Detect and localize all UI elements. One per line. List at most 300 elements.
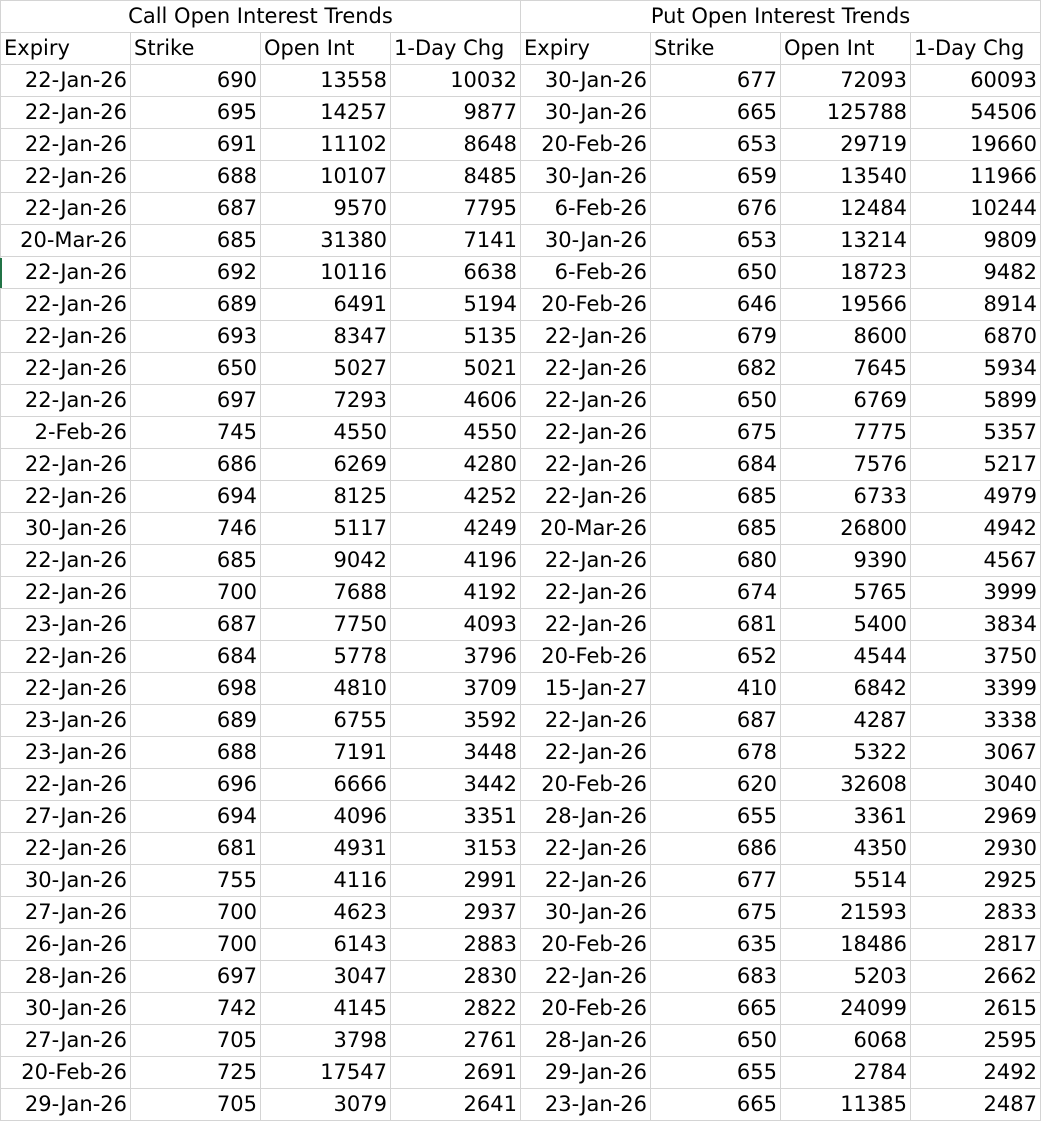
call-cell-strike[interactable]: 689 <box>131 705 261 737</box>
put-cell-1-day-chg[interactable]: 2969 <box>911 801 1041 833</box>
put-header-expiry[interactable]: Expiry <box>521 33 651 65</box>
put-cell-1-day-chg[interactable]: 2487 <box>911 1089 1041 1121</box>
put-cell-strike[interactable]: 655 <box>651 801 781 833</box>
call-header-strike[interactable]: Strike <box>131 33 261 65</box>
call-cell-1-day-chg[interactable]: 4196 <box>391 545 521 577</box>
put-cell-open-int[interactable]: 21593 <box>781 897 911 929</box>
call-cell-expiry[interactable]: 29-Jan-26 <box>1 1089 131 1121</box>
call-cell-1-day-chg[interactable]: 3442 <box>391 769 521 801</box>
table-row <box>1 929 1041 961</box>
call-cell-expiry[interactable]: 30-Jan-26 <box>1 513 131 545</box>
put-cell-1-day-chg[interactable]: 5357 <box>911 417 1041 449</box>
call-section-title[interactable]: Call Open Interest Trends <box>1 1 521 33</box>
put-cell-open-int[interactable]: 5765 <box>781 577 911 609</box>
put-cell-1-day-chg[interactable]: 3399 <box>911 673 1041 705</box>
put-cell-strike[interactable]: 676 <box>651 193 781 225</box>
put-cell-open-int[interactable]: 6733 <box>781 481 911 513</box>
put-cell-expiry[interactable]: 23-Jan-26 <box>521 1089 651 1121</box>
table-row <box>1 993 1041 1025</box>
call-cell-expiry[interactable]: 30-Jan-26 <box>1 993 131 1025</box>
call-cell-strike[interactable]: 688 <box>131 161 261 193</box>
put-cell-strike[interactable]: 685 <box>651 513 781 545</box>
call-cell-strike[interactable]: 688 <box>131 737 261 769</box>
put-cell-open-int[interactable]: 6842 <box>781 673 911 705</box>
table-row <box>1 673 1041 705</box>
put-cell-open-int[interactable]: 3361 <box>781 801 911 833</box>
put-cell-strike[interactable]: 675 <box>651 417 781 449</box>
call-cell-1-day-chg[interactable]: 2830 <box>391 961 521 993</box>
call-cell-strike[interactable]: 700 <box>131 897 261 929</box>
table-row <box>1 289 1041 321</box>
call-cell-1-day-chg[interactable]: 2991 <box>391 865 521 897</box>
header-row <box>1 33 1041 65</box>
table-row <box>1 321 1041 353</box>
put-cell-open-int[interactable]: 7645 <box>781 353 911 385</box>
put-cell-open-int[interactable]: 5322 <box>781 737 911 769</box>
put-cell-1-day-chg[interactable]: 9809 <box>911 225 1041 257</box>
call-cell-strike[interactable]: 681 <box>131 833 261 865</box>
put-cell-strike[interactable]: 646 <box>651 289 781 321</box>
call-cell-expiry[interactable]: 22-Jan-26 <box>1 481 131 513</box>
call-cell-expiry[interactable]: 22-Jan-26 <box>1 129 131 161</box>
table-row <box>1 961 1041 993</box>
put-cell-strike[interactable]: 687 <box>651 705 781 737</box>
call-cell-strike[interactable]: 693 <box>131 321 261 353</box>
put-cell-expiry[interactable]: 22-Jan-26 <box>521 577 651 609</box>
call-cell-open-int[interactable]: 4931 <box>261 833 391 865</box>
put-cell-strike[interactable]: 684 <box>651 449 781 481</box>
call-cell-open-int[interactable]: 6755 <box>261 705 391 737</box>
put-cell-open-int[interactable]: 26800 <box>781 513 911 545</box>
call-cell-1-day-chg[interactable]: 3351 <box>391 801 521 833</box>
put-cell-expiry[interactable]: 22-Jan-26 <box>521 321 651 353</box>
call-cell-1-day-chg[interactable]: 7795 <box>391 193 521 225</box>
call-cell-open-int[interactable]: 14257 <box>261 97 391 129</box>
call-cell-open-int[interactable]: 13558 <box>261 65 391 97</box>
call-cell-expiry[interactable]: 27-Jan-26 <box>1 1025 131 1057</box>
put-cell-open-int[interactable]: 7775 <box>781 417 911 449</box>
call-cell-strike[interactable]: 689 <box>131 289 261 321</box>
call-cell-expiry[interactable]: 22-Jan-26 <box>1 161 131 193</box>
put-cell-1-day-chg[interactable]: 19660 <box>911 129 1041 161</box>
put-cell-1-day-chg[interactable]: 60093 <box>911 65 1041 97</box>
call-cell-strike[interactable]: 687 <box>131 609 261 641</box>
put-cell-open-int[interactable]: 4287 <box>781 705 911 737</box>
put-cell-expiry[interactable]: 29-Jan-26 <box>521 1057 651 1089</box>
call-cell-expiry[interactable]: 22-Jan-26 <box>1 385 131 417</box>
put-cell-expiry[interactable]: 22-Jan-26 <box>521 737 651 769</box>
put-cell-open-int[interactable]: 13540 <box>781 161 911 193</box>
put-cell-strike[interactable]: 653 <box>651 225 781 257</box>
table-row <box>1 641 1041 673</box>
put-cell-strike[interactable]: 679 <box>651 321 781 353</box>
call-cell-open-int[interactable]: 9570 <box>261 193 391 225</box>
call-cell-1-day-chg[interactable]: 3796 <box>391 641 521 673</box>
call-header-open-int[interactable]: Open Int <box>261 33 391 65</box>
put-cell-expiry[interactable]: 22-Jan-26 <box>521 353 651 385</box>
call-cell-strike[interactable]: 755 <box>131 865 261 897</box>
put-cell-strike[interactable]: 680 <box>651 545 781 577</box>
call-cell-expiry[interactable]: 20-Mar-26 <box>1 225 131 257</box>
call-cell-1-day-chg[interactable]: 4606 <box>391 385 521 417</box>
call-cell-1-day-chg[interactable]: 4093 <box>391 609 521 641</box>
call-cell-1-day-chg[interactable]: 3153 <box>391 833 521 865</box>
put-cell-open-int[interactable]: 5203 <box>781 961 911 993</box>
call-cell-open-int[interactable]: 10107 <box>261 161 391 193</box>
put-cell-open-int[interactable]: 18486 <box>781 929 911 961</box>
call-cell-1-day-chg[interactable]: 5021 <box>391 353 521 385</box>
call-cell-strike[interactable]: 692 <box>131 257 261 289</box>
call-cell-strike[interactable]: 697 <box>131 385 261 417</box>
put-cell-open-int[interactable]: 24099 <box>781 993 911 1025</box>
put-cell-expiry[interactable]: 22-Jan-26 <box>521 961 651 993</box>
put-cell-strike[interactable]: 686 <box>651 833 781 865</box>
put-cell-expiry[interactable]: 30-Jan-26 <box>521 161 651 193</box>
put-cell-1-day-chg[interactable]: 2595 <box>911 1025 1041 1057</box>
put-cell-expiry[interactable]: 20-Feb-26 <box>521 641 651 673</box>
put-cell-1-day-chg[interactable]: 11966 <box>911 161 1041 193</box>
put-cell-expiry[interactable]: 22-Jan-26 <box>521 609 651 641</box>
call-cell-strike[interactable]: 686 <box>131 449 261 481</box>
put-cell-expiry[interactable]: 20-Feb-26 <box>521 993 651 1025</box>
put-cell-expiry[interactable]: 30-Jan-26 <box>521 65 651 97</box>
call-cell-open-int[interactable]: 4550 <box>261 417 391 449</box>
table-row <box>1 161 1041 193</box>
put-cell-strike[interactable]: 665 <box>651 993 781 1025</box>
put-cell-1-day-chg[interactable]: 2662 <box>911 961 1041 993</box>
put-cell-expiry[interactable]: 30-Jan-26 <box>521 97 651 129</box>
call-cell-open-int[interactable]: 7688 <box>261 577 391 609</box>
put-cell-open-int[interactable]: 11385 <box>781 1089 911 1121</box>
put-cell-strike[interactable]: 659 <box>651 161 781 193</box>
call-cell-expiry[interactable]: 22-Jan-26 <box>1 321 131 353</box>
put-cell-expiry[interactable]: 30-Jan-26 <box>521 897 651 929</box>
row-selection-marker <box>0 258 2 288</box>
put-cell-open-int[interactable]: 9390 <box>781 545 911 577</box>
call-cell-1-day-chg[interactable]: 4252 <box>391 481 521 513</box>
call-cell-expiry[interactable]: 22-Jan-26 <box>1 545 131 577</box>
call-cell-strike[interactable]: 650 <box>131 353 261 385</box>
call-cell-expiry[interactable]: 22-Jan-26 <box>1 257 131 289</box>
call-cell-expiry[interactable]: 30-Jan-26 <box>1 865 131 897</box>
call-cell-expiry[interactable]: 23-Jan-26 <box>1 737 131 769</box>
call-cell-strike[interactable]: 742 <box>131 993 261 1025</box>
put-cell-open-int[interactable]: 18723 <box>781 257 911 289</box>
put-cell-strike[interactable]: 675 <box>651 897 781 929</box>
put-cell-expiry[interactable]: 28-Jan-26 <box>521 801 651 833</box>
call-cell-open-int[interactable]: 9042 <box>261 545 391 577</box>
call-cell-1-day-chg[interactable]: 2691 <box>391 1057 521 1089</box>
call-cell-expiry[interactable]: 23-Jan-26 <box>1 609 131 641</box>
table-row <box>1 577 1041 609</box>
call-cell-open-int[interactable]: 4145 <box>261 993 391 1025</box>
call-cell-strike[interactable]: 697 <box>131 961 261 993</box>
put-cell-open-int[interactable]: 4350 <box>781 833 911 865</box>
call-cell-expiry[interactable]: 22-Jan-26 <box>1 641 131 673</box>
call-cell-1-day-chg[interactable]: 8648 <box>391 129 521 161</box>
call-cell-1-day-chg[interactable]: 2761 <box>391 1025 521 1057</box>
call-cell-strike[interactable]: 725 <box>131 1057 261 1089</box>
put-cell-strike[interactable]: 652 <box>651 641 781 673</box>
call-cell-1-day-chg[interactable]: 6638 <box>391 257 521 289</box>
call-header-expiry[interactable]: Expiry <box>1 33 131 65</box>
call-cell-1-day-chg[interactable]: 2641 <box>391 1089 521 1121</box>
put-cell-open-int[interactable]: 5400 <box>781 609 911 641</box>
put-cell-expiry[interactable]: 28-Jan-26 <box>521 1025 651 1057</box>
table-row <box>1 833 1041 865</box>
call-cell-strike[interactable]: 705 <box>131 1025 261 1057</box>
put-cell-open-int[interactable]: 2784 <box>781 1057 911 1089</box>
call-cell-expiry[interactable]: 28-Jan-26 <box>1 961 131 993</box>
put-cell-1-day-chg[interactable]: 5934 <box>911 353 1041 385</box>
call-cell-strike[interactable]: 746 <box>131 513 261 545</box>
put-cell-1-day-chg[interactable]: 4942 <box>911 513 1041 545</box>
call-cell-1-day-chg[interactable]: 3709 <box>391 673 521 705</box>
put-cell-open-int[interactable]: 8600 <box>781 321 911 353</box>
call-cell-expiry[interactable]: 23-Jan-26 <box>1 705 131 737</box>
title-row <box>1 1 1041 33</box>
put-cell-strike[interactable]: 653 <box>651 129 781 161</box>
put-cell-expiry[interactable]: 6-Feb-26 <box>521 257 651 289</box>
put-cell-expiry[interactable]: 20-Mar-26 <box>521 513 651 545</box>
put-cell-strike[interactable]: 650 <box>651 385 781 417</box>
put-cell-open-int[interactable]: 5514 <box>781 865 911 897</box>
call-cell-expiry[interactable]: 27-Jan-26 <box>1 897 131 929</box>
call-cell-open-int[interactable]: 4810 <box>261 673 391 705</box>
put-cell-expiry[interactable]: 20-Feb-26 <box>521 929 651 961</box>
call-cell-1-day-chg[interactable]: 2822 <box>391 993 521 1025</box>
call-cell-1-day-chg[interactable]: 5135 <box>391 321 521 353</box>
call-cell-strike[interactable]: 694 <box>131 801 261 833</box>
put-cell-strike[interactable]: 683 <box>651 961 781 993</box>
call-cell-open-int[interactable]: 4116 <box>261 865 391 897</box>
call-cell-open-int[interactable]: 6143 <box>261 929 391 961</box>
put-cell-1-day-chg[interactable]: 3834 <box>911 609 1041 641</box>
table-row <box>1 769 1041 801</box>
call-cell-open-int[interactable]: 5027 <box>261 353 391 385</box>
put-cell-expiry[interactable]: 22-Jan-26 <box>521 545 651 577</box>
call-cell-1-day-chg[interactable]: 8485 <box>391 161 521 193</box>
put-cell-expiry[interactable]: 22-Jan-26 <box>521 481 651 513</box>
call-cell-1-day-chg[interactable]: 10032 <box>391 65 521 97</box>
put-cell-expiry[interactable]: 22-Jan-26 <box>521 833 651 865</box>
call-cell-expiry[interactable]: 22-Jan-26 <box>1 577 131 609</box>
table-row <box>1 257 1041 289</box>
put-cell-1-day-chg[interactable]: 4979 <box>911 481 1041 513</box>
put-header-1-day-chg[interactable]: 1-Day Chg <box>911 33 1041 65</box>
call-cell-expiry[interactable]: 2-Feb-26 <box>1 417 131 449</box>
call-cell-open-int[interactable]: 6666 <box>261 769 391 801</box>
call-cell-expiry[interactable]: 22-Jan-26 <box>1 193 131 225</box>
put-cell-open-int[interactable]: 29719 <box>781 129 911 161</box>
call-cell-1-day-chg[interactable]: 4192 <box>391 577 521 609</box>
put-cell-1-day-chg[interactable]: 2925 <box>911 865 1041 897</box>
call-cell-expiry[interactable]: 22-Jan-26 <box>1 769 131 801</box>
call-cell-expiry[interactable]: 22-Jan-26 <box>1 65 131 97</box>
call-cell-1-day-chg[interactable]: 2937 <box>391 897 521 929</box>
put-cell-1-day-chg[interactable]: 9482 <box>911 257 1041 289</box>
put-cell-strike[interactable]: 665 <box>651 1089 781 1121</box>
put-cell-strike[interactable]: 678 <box>651 737 781 769</box>
put-cell-1-day-chg[interactable]: 10244 <box>911 193 1041 225</box>
put-cell-open-int[interactable]: 6769 <box>781 385 911 417</box>
put-cell-1-day-chg[interactable]: 5217 <box>911 449 1041 481</box>
put-cell-expiry[interactable]: 22-Jan-26 <box>521 449 651 481</box>
call-cell-open-int[interactable]: 31380 <box>261 225 391 257</box>
call-cell-open-int[interactable]: 7293 <box>261 385 391 417</box>
put-header-open-int[interactable]: Open Int <box>781 33 911 65</box>
call-cell-expiry[interactable]: 20-Feb-26 <box>1 1057 131 1089</box>
put-cell-open-int[interactable]: 13214 <box>781 225 911 257</box>
call-cell-1-day-chg[interactable]: 4249 <box>391 513 521 545</box>
put-cell-1-day-chg[interactable]: 3067 <box>911 737 1041 769</box>
put-cell-expiry[interactable]: 15-Jan-27 <box>521 673 651 705</box>
call-cell-strike[interactable]: 684 <box>131 641 261 673</box>
table-row <box>1 353 1041 385</box>
put-cell-open-int[interactable]: 6068 <box>781 1025 911 1057</box>
table-row <box>1 1057 1041 1089</box>
table-row <box>1 481 1041 513</box>
put-cell-1-day-chg[interactable]: 5899 <box>911 385 1041 417</box>
put-cell-expiry[interactable]: 22-Jan-26 <box>521 865 651 897</box>
put-cell-1-day-chg[interactable]: 3999 <box>911 577 1041 609</box>
call-cell-expiry[interactable]: 22-Jan-26 <box>1 353 131 385</box>
call-cell-open-int[interactable]: 8125 <box>261 481 391 513</box>
put-cell-1-day-chg[interactable]: 3750 <box>911 641 1041 673</box>
put-cell-open-int[interactable]: 19566 <box>781 289 911 321</box>
put-cell-strike[interactable]: 665 <box>651 97 781 129</box>
call-cell-strike[interactable]: 700 <box>131 577 261 609</box>
call-cell-open-int[interactable]: 6269 <box>261 449 391 481</box>
put-cell-1-day-chg[interactable]: 2492 <box>911 1057 1041 1089</box>
call-cell-1-day-chg[interactable]: 5194 <box>391 289 521 321</box>
call-cell-open-int[interactable]: 4623 <box>261 897 391 929</box>
call-cell-open-int[interactable]: 4096 <box>261 801 391 833</box>
put-cell-1-day-chg[interactable]: 2930 <box>911 833 1041 865</box>
call-header-1-day-chg[interactable]: 1-Day Chg <box>391 33 521 65</box>
call-cell-open-int[interactable]: 5117 <box>261 513 391 545</box>
put-cell-strike[interactable]: 620 <box>651 769 781 801</box>
put-cell-1-day-chg[interactable]: 6870 <box>911 321 1041 353</box>
put-cell-strike[interactable]: 677 <box>651 65 781 97</box>
put-cell-open-int[interactable]: 12484 <box>781 193 911 225</box>
call-cell-strike[interactable]: 696 <box>131 769 261 801</box>
call-cell-1-day-chg[interactable]: 9877 <box>391 97 521 129</box>
call-cell-strike[interactable]: 700 <box>131 929 261 961</box>
call-cell-expiry[interactable]: 22-Jan-26 <box>1 449 131 481</box>
call-cell-strike[interactable]: 685 <box>131 225 261 257</box>
call-cell-open-int[interactable]: 17547 <box>261 1057 391 1089</box>
put-cell-expiry[interactable]: 20-Feb-26 <box>521 289 651 321</box>
table-row <box>1 65 1041 97</box>
table-row <box>1 1025 1041 1057</box>
call-cell-expiry[interactable]: 22-Jan-26 <box>1 833 131 865</box>
put-cell-expiry[interactable]: 20-Feb-26 <box>521 769 651 801</box>
call-cell-open-int[interactable]: 7750 <box>261 609 391 641</box>
table-row <box>1 417 1041 449</box>
put-cell-expiry[interactable]: 20-Feb-26 <box>521 129 651 161</box>
put-cell-open-int[interactable]: 125788 <box>781 97 911 129</box>
table-row <box>1 193 1041 225</box>
put-cell-strike[interactable]: 674 <box>651 577 781 609</box>
call-cell-open-int[interactable]: 10116 <box>261 257 391 289</box>
put-cell-strike[interactable]: 410 <box>651 673 781 705</box>
put-section-title[interactable]: Put Open Interest Trends <box>521 1 1041 33</box>
put-cell-strike[interactable]: 655 <box>651 1057 781 1089</box>
table-row <box>1 737 1041 769</box>
call-cell-strike[interactable]: 691 <box>131 129 261 161</box>
call-cell-1-day-chg[interactable]: 2883 <box>391 929 521 961</box>
put-cell-strike[interactable]: 635 <box>651 929 781 961</box>
put-cell-strike[interactable]: 650 <box>651 257 781 289</box>
call-cell-1-day-chg[interactable]: 4280 <box>391 449 521 481</box>
put-cell-strike[interactable]: 682 <box>651 353 781 385</box>
put-cell-expiry[interactable]: 22-Jan-26 <box>521 705 651 737</box>
put-cell-open-int[interactable]: 32608 <box>781 769 911 801</box>
put-cell-1-day-chg[interactable]: 8914 <box>911 289 1041 321</box>
put-cell-expiry[interactable]: 6-Feb-26 <box>521 193 651 225</box>
call-cell-open-int[interactable]: 6491 <box>261 289 391 321</box>
call-cell-strike[interactable]: 745 <box>131 417 261 449</box>
call-cell-strike[interactable]: 694 <box>131 481 261 513</box>
put-cell-strike[interactable]: 677 <box>651 865 781 897</box>
put-cell-expiry[interactable]: 22-Jan-26 <box>521 385 651 417</box>
call-cell-strike[interactable]: 687 <box>131 193 261 225</box>
put-cell-open-int[interactable]: 72093 <box>781 65 911 97</box>
put-cell-expiry[interactable]: 30-Jan-26 <box>521 225 651 257</box>
call-cell-strike[interactable]: 705 <box>131 1089 261 1121</box>
call-cell-open-int[interactable]: 3798 <box>261 1025 391 1057</box>
call-cell-1-day-chg[interactable]: 4550 <box>391 417 521 449</box>
call-cell-1-day-chg[interactable]: 7141 <box>391 225 521 257</box>
put-header-strike[interactable]: Strike <box>651 33 781 65</box>
put-cell-expiry[interactable]: 22-Jan-26 <box>521 417 651 449</box>
call-cell-open-int[interactable]: 3047 <box>261 961 391 993</box>
call-cell-open-int[interactable]: 3079 <box>261 1089 391 1121</box>
call-cell-expiry[interactable]: 22-Jan-26 <box>1 97 131 129</box>
call-cell-strike[interactable]: 695 <box>131 97 261 129</box>
call-cell-strike[interactable]: 685 <box>131 545 261 577</box>
put-cell-open-int[interactable]: 7576 <box>781 449 911 481</box>
call-cell-1-day-chg[interactable]: 3448 <box>391 737 521 769</box>
table-row <box>1 609 1041 641</box>
call-cell-open-int[interactable]: 5778 <box>261 641 391 673</box>
put-cell-1-day-chg[interactable]: 2817 <box>911 929 1041 961</box>
call-cell-expiry[interactable]: 22-Jan-26 <box>1 289 131 321</box>
call-cell-strike[interactable]: 698 <box>131 673 261 705</box>
put-cell-1-day-chg[interactable]: 54506 <box>911 97 1041 129</box>
call-cell-strike[interactable]: 690 <box>131 65 261 97</box>
call-cell-1-day-chg[interactable]: 3592 <box>391 705 521 737</box>
call-cell-open-int[interactable]: 8347 <box>261 321 391 353</box>
put-cell-strike[interactable]: 650 <box>651 1025 781 1057</box>
put-cell-1-day-chg[interactable]: 3338 <box>911 705 1041 737</box>
put-cell-open-int[interactable]: 4544 <box>781 641 911 673</box>
table-row <box>1 97 1041 129</box>
call-cell-open-int[interactable]: 11102 <box>261 129 391 161</box>
put-cell-1-day-chg[interactable]: 3040 <box>911 769 1041 801</box>
call-cell-expiry[interactable]: 26-Jan-26 <box>1 929 131 961</box>
put-cell-strike[interactable]: 685 <box>651 481 781 513</box>
call-cell-open-int[interactable]: 7191 <box>261 737 391 769</box>
call-cell-expiry[interactable]: 22-Jan-26 <box>1 673 131 705</box>
call-cell-expiry[interactable]: 27-Jan-26 <box>1 801 131 833</box>
put-cell-1-day-chg[interactable]: 2833 <box>911 897 1041 929</box>
put-cell-1-day-chg[interactable]: 4567 <box>911 545 1041 577</box>
table-row <box>1 385 1041 417</box>
put-cell-strike[interactable]: 681 <box>651 609 781 641</box>
put-cell-1-day-chg[interactable]: 2615 <box>911 993 1041 1025</box>
